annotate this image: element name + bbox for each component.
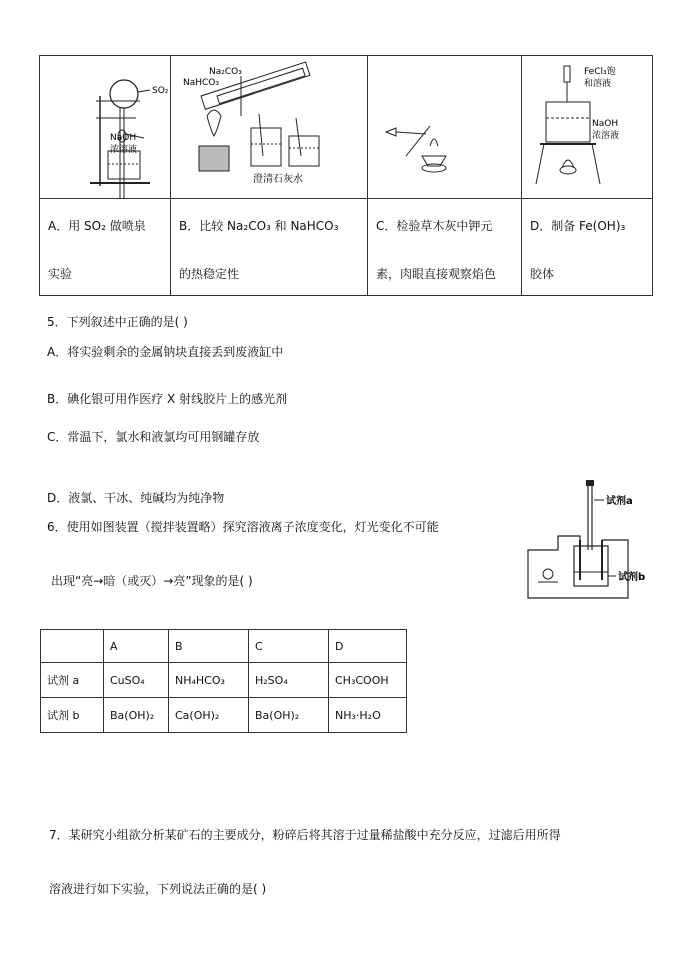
row-label: 试剂 a xyxy=(41,663,104,698)
option-d-line2: 胶体 xyxy=(530,267,555,281)
reagent-b-label: 试剂b xyxy=(618,572,646,583)
header-cell-empty xyxy=(41,630,104,663)
naoh-conc-label: 浓溶液 xyxy=(110,145,138,155)
conductivity-apparatus-figure xyxy=(518,480,668,605)
table-cell: CH₃COOH xyxy=(329,663,407,698)
table-cell: NH₃·H₂O xyxy=(329,698,407,733)
header-cell-a: A xyxy=(104,630,169,663)
header-cell-b: B xyxy=(169,630,249,663)
header-cell-d: D xyxy=(329,630,407,663)
nahco3-label: NaHCO₃ xyxy=(183,78,219,88)
q5-option-a: A．将实验剩余的金属钠块直接丢到废液缸中 xyxy=(47,345,284,359)
option-a-cell xyxy=(40,199,171,296)
option-d-cell xyxy=(522,199,653,296)
table-cell: Ca(OH)₂ xyxy=(169,698,249,733)
option-a-line1: A．用 SO₂ 做喷泉 xyxy=(48,219,146,233)
figure-cell-d xyxy=(522,56,653,199)
option-c-line1: C．检验草木灰中钾元 xyxy=(376,219,493,233)
table-row xyxy=(41,663,407,698)
q7-line1: 7．某研究小组欲分析某矿石的主要成分，粉碎后将其溶于过量稀盐酸中充分反应，过滤后用所得 xyxy=(49,828,561,842)
naoh-label-d: NaOH xyxy=(592,119,619,129)
option-d-line1: D．制备 Fe(OH)₃ xyxy=(530,219,626,233)
reagent-table xyxy=(40,629,407,733)
figure-cell-b xyxy=(171,56,368,199)
q6-stem-line2: 出现“亮→暗（或灭）→亮”现象的是( ) xyxy=(51,574,253,588)
option-c-cell xyxy=(368,199,522,296)
header-cell-c: C xyxy=(249,630,329,663)
limewater-label: 澄清石灰水 xyxy=(253,174,303,185)
table-cell: H₂SO₄ xyxy=(249,663,329,698)
reagent-table-header xyxy=(41,630,407,663)
row-label: 试剂 b xyxy=(41,698,104,733)
table-cell: CuSO₄ xyxy=(104,663,169,698)
table-cell: Ba(OH)₂ xyxy=(104,698,169,733)
experiment-options-table xyxy=(39,55,653,296)
q5-stem: 5．下列叙述中正确的是( ) xyxy=(47,315,188,329)
option-b-line1: B．比较 Na₂CO₃ 和 NaHCO₃ xyxy=(179,219,339,233)
q7-line2: 溶液进行如下实验，下列说法正确的是( ) xyxy=(49,882,267,896)
option-a-line2: 实验 xyxy=(48,267,73,281)
figure-cell-a xyxy=(40,56,171,199)
na2co3-label: Na₂CO₃ xyxy=(209,67,242,77)
option-c-line2: 素，肉眼直接观察焰色 xyxy=(376,267,497,281)
naoh-label: NaOH xyxy=(110,133,137,143)
flame-test-apparatus-figure xyxy=(368,56,521,198)
thermal-stability-apparatus-figure xyxy=(171,56,367,198)
so2-label: SO₂ xyxy=(152,86,169,96)
fecl3-solution-label: 和溶液 xyxy=(584,79,612,89)
fecl3-label: FeCl₃饱 xyxy=(584,67,616,77)
naoh-conc-label-d: 浓溶液 xyxy=(592,131,620,141)
colloid-prep-apparatus-figure xyxy=(522,56,652,198)
reagent-a-label: 试剂a xyxy=(606,496,633,507)
q6-stem-line1: 6．使用如图装置（搅拌装置略）探究溶液离子浓度变化，灯光变化不可能 xyxy=(47,520,439,534)
option-b-cell xyxy=(171,199,368,296)
q5-option-c: C．常温下，氯水和液氯均可用钢罐存放 xyxy=(47,430,260,444)
table-cell: Ba(OH)₂ xyxy=(249,698,329,733)
table-cell: NH₄HCO₃ xyxy=(169,663,249,698)
q5-option-b: B．碘化银可用作医疗 X 射线胶片上的感光剂 xyxy=(47,392,288,406)
table-row xyxy=(41,698,407,733)
fountain-apparatus-figure xyxy=(40,56,170,198)
q5-option-d: D．液氯、干冰、纯碱均为纯净物 xyxy=(47,491,225,505)
option-b-line2: 的热稳定性 xyxy=(179,267,240,281)
figure-cell-c xyxy=(368,56,522,199)
